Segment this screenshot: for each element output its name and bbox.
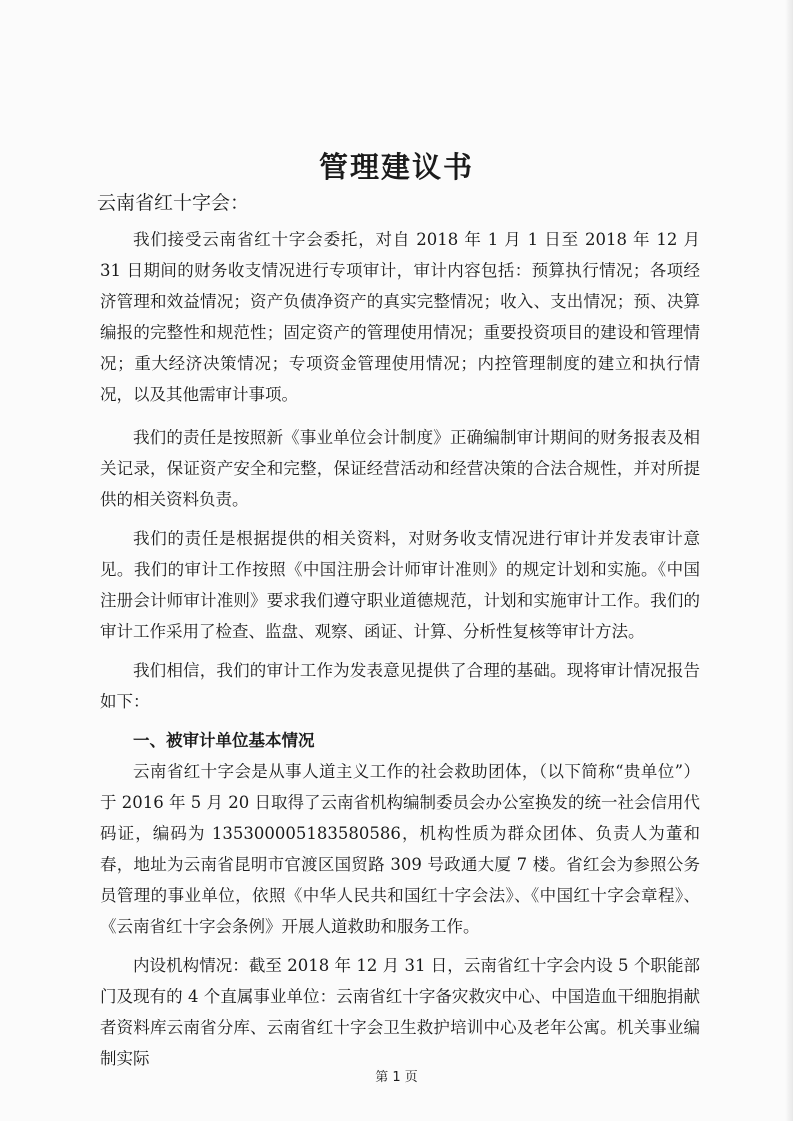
document-title: 管理建议书: [318, 150, 474, 184]
paragraph-internal-organization: 内设机构情况：截至 2018 年 12 月 31 日，云南省红十字会内设 5 个职能部门及现有的 4 个直属事业单位：云南省红十字备灾救灾中心、中国造血干细胞捐献者资料库云南省分库、云南省红十字会卫生救护培训中心及老年公寓。机关事业编制实际: [100, 956, 700, 1068]
paragraph-basis: 我们相信，我们的审计工作为发表意见提供了合理的基础。现将审计情况报告如下：: [100, 661, 700, 711]
salutation: 云南省红十字会：: [97, 192, 250, 214]
page-number: 第 1 页: [375, 1070, 418, 1085]
document-body: [100, 224, 700, 1074]
paragraph-client-responsibility: 我们的责任是按照新《事业单位会计制度》正确编制审计期间的财务报表及相关记录，保证资产安全和完整，保证经营活动和经营决策的合法合规性，并对所提供的相关资料负责。: [100, 428, 700, 509]
paragraph-engagement: 我们接受云南省红十字会委托，对自 2018 年 1 月 1 日至 2018 年 12 月 31 日期间的财务收支情况进行专项审计，审计内容包括：预算执行情况；各项经济管理和效益情况；资产负债净资产的真实完整情况；收入、支出情况；预、决算编报的完整性和规范性；固定资产的管理使用情况；重要投资项目的建设和管理情况；重大经济决策情况；专项资金管理使用情况；内控管理制度的建立和执行情况，以及其他需审计事项。: [100, 230, 700, 404]
paragraph-auditor-responsibility: 我们的责任是根据提供的相关资料，对财务收支情况进行审计并发表审计意见。我们的审计工作按照《中国注册会计师审计准则》的规定计划和实施。《中国注册会计师审计准则》要求我们遵守职业道德规范，计划和实施审计工作。我们的审计工作采用了检查、监盘、观察、函证、计算、分析性复核等审计方法。: [100, 529, 700, 641]
paragraph-entity-info: 云南省红十字会是从事人道主义工作的社会救助团体，（以下简称“贵单位”）于 2016 年 5 月 20 日取得了云南省机构编制委员会办公室换发的统一社会信用代码证，编码为 13530000518358058​6，机构性质为群众团体、负责人为董和春，地址为云南省昆明市官渡区国贸路 309 号政通大厦 7 楼。省红会为参照公务员管理的事业单位，依照《中华人民共和国红十字会法》、《中国红十字会章程》、《云南省红十字会条例》开展人道救助和服务工作。: [100, 762, 700, 936]
section-heading: 一、被审计单位基本情况: [133, 731, 315, 750]
